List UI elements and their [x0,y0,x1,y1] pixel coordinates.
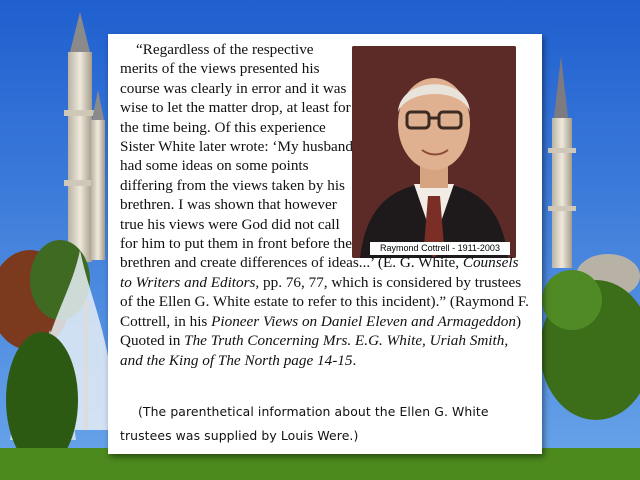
parenthetical-note [120,400,532,448]
quote-part-1: “Regardless of the respective merits of the views presented his course was clearly in error and it was wise to let the matter drop, at least for the time being. Of this experience Sister White later wrote: ‘My husband had some ideas on some points differing from the views taken by his brethren. I was shown that however true his views were God did not call for him to put them in front before the brethren and create differences of ideas...’ (E. G. White, [120,41,463,272]
book-title-counsels: Counsels to Writers and Editors, [120,254,519,291]
quote-part-4: . [352,351,357,369]
cone-shrub [6,332,78,468]
note-text: (The parenthetical information about the Ellen G. White trustees was supplied by Louis Were.) [120,404,489,443]
left-minaret-back [91,90,105,260]
tree-right-2 [542,270,602,330]
book-title-truth-concerning: The Truth Concerning Mrs. E.G. White, Uriah Smith, and the King of The North page 14-15 [120,332,509,369]
book-title-pioneer-views: Pioneer Views on Daniel Eleven and Armageddon [211,312,516,330]
photo-text-wrap-spacer [354,40,532,246]
quote-text [120,40,532,370]
portrait-caption: Raymond Cottrell - 1911-2003 [370,242,510,255]
quote-part-2: pp. 76, 77, which is considered by trustees of the Ellen G. White estate to refer to this incident).” (Raymond F. Cottrell, in his [120,273,529,330]
quote-part-3: ) Quoted in [120,312,521,350]
lamp-post [84,300,88,430]
